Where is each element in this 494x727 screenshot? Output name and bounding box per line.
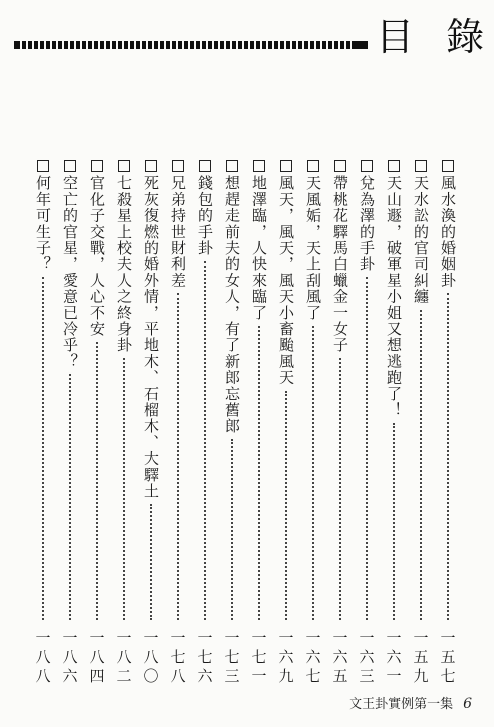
toc-entry-title: 天山遯，破軍星小姐又想逃跑了！ — [385, 175, 403, 418]
checkbox-icon — [64, 160, 76, 172]
toc-entry-column — [409, 160, 433, 625]
checkbox-icon — [334, 160, 346, 172]
toc-entry[interactable] — [31, 160, 55, 700]
toc-entry-title: 空亡的官星，愛意已冷乎？ — [61, 175, 79, 370]
toc-entry[interactable] — [193, 160, 217, 700]
dot-leader — [150, 504, 152, 620]
toc-entry-title: 帶桃花驛馬白蠟金一女子 — [331, 175, 349, 354]
footer-page-number: 6 — [463, 696, 472, 712]
toc-entry[interactable] — [328, 160, 352, 700]
toc-entry-page: 一八二 — [114, 630, 133, 687]
toc-entry-title: 風天，風天，風天小畜颱風天 — [277, 175, 295, 386]
toc-entry-page: 一七八 — [168, 630, 187, 687]
header-rule — [14, 40, 368, 50]
toc-entry-title: 七殺星上校夫人之終身卦 — [115, 175, 133, 354]
toc-entry-column — [58, 160, 82, 625]
toc-entry-column — [301, 160, 325, 625]
checkbox-icon — [388, 160, 400, 172]
toc-entry[interactable] — [301, 160, 325, 700]
toc-entry-page: 一五九 — [411, 630, 430, 687]
dot-leader — [285, 391, 287, 620]
toc-entry-title: 兄弟持世財利差 — [169, 175, 187, 289]
dot-leader — [447, 293, 449, 620]
toc-entry-column — [355, 160, 379, 625]
dot-leader — [42, 277, 44, 620]
toc-entry-column — [220, 160, 244, 625]
checkbox-icon — [226, 160, 238, 172]
dot-leader — [96, 342, 98, 620]
toc-entry-column — [193, 160, 217, 625]
toc-entry-page: 一六九 — [276, 630, 295, 687]
toc-entry-title: 天水訟的官司糾纏 — [412, 175, 430, 305]
checkbox-icon — [91, 160, 103, 172]
toc-entry[interactable] — [58, 160, 82, 700]
checkbox-icon — [415, 160, 427, 172]
toc-entry-column — [436, 160, 460, 625]
toc-entry-page: 一六三 — [357, 630, 376, 687]
toc-entry-page: 一六五 — [330, 630, 349, 687]
dot-leader — [258, 326, 260, 620]
toc-entry[interactable] — [436, 160, 460, 700]
toc-entry[interactable] — [355, 160, 379, 700]
toc-entry[interactable] — [274, 160, 298, 700]
checkbox-icon — [118, 160, 130, 172]
checkbox-icon — [307, 160, 319, 172]
toc-entry-column — [112, 160, 136, 625]
toc-entry-title: 死灰復燃的婚外情，平地木、石榴木、大驛土 — [142, 175, 160, 499]
dot-leader — [204, 261, 206, 620]
toc-entry-page: 一六一 — [384, 630, 403, 687]
checkbox-icon — [361, 160, 373, 172]
toc-entry-column — [31, 160, 55, 625]
toc-entry-page: 一六七 — [303, 630, 322, 687]
checkbox-icon — [172, 160, 184, 172]
checkbox-icon — [442, 160, 454, 172]
toc-entry[interactable] — [382, 160, 406, 700]
toc-entry[interactable] — [166, 160, 190, 700]
toc-entry[interactable] — [247, 160, 271, 700]
toc-entry-title: 天風姤，天上刮風了 — [304, 175, 322, 321]
toc-entry-page: 一八〇 — [141, 630, 160, 687]
toc-entry-title: 錢包的手卦 — [196, 175, 214, 256]
checkbox-icon — [280, 160, 292, 172]
toc-entry-page: 一八六 — [60, 630, 79, 687]
page-footer — [349, 693, 472, 713]
toc-entry-column — [139, 160, 163, 625]
toc-entry-page: 一七一 — [249, 630, 268, 687]
toc-entry-title: 地澤臨，人快來臨了 — [250, 175, 268, 321]
toc-entry-column — [247, 160, 271, 625]
toc-entry[interactable] — [409, 160, 433, 700]
toc-entry[interactable] — [220, 160, 244, 700]
toc-entry[interactable] — [139, 160, 163, 700]
toc-entry[interactable] — [85, 160, 109, 700]
toc-entry-page: 一七六 — [195, 630, 214, 687]
checkbox-icon — [145, 160, 157, 172]
dot-leader — [339, 358, 341, 620]
checkbox-icon — [199, 160, 211, 172]
table-of-contents — [0, 160, 494, 700]
toc-entry-column — [328, 160, 352, 625]
toc-entry-page: 一七三 — [222, 630, 241, 687]
toc-entry-title: 兌為澤的手卦 — [358, 175, 376, 273]
toc-entry-page: 一八八 — [33, 630, 52, 687]
toc-entry-page: 一五七 — [438, 630, 457, 687]
page-title: 目 錄 — [376, 15, 494, 59]
dot-leader — [231, 439, 233, 620]
dot-leader — [420, 310, 422, 620]
toc-entry-column — [274, 160, 298, 625]
dot-leader — [177, 293, 179, 620]
dot-leader — [312, 326, 314, 620]
dot-leader — [123, 358, 125, 620]
checkbox-icon — [37, 160, 49, 172]
footer-book-title: 文王卦實例第一集 — [349, 697, 454, 712]
toc-entry-title: 官化子交戰，人心不安 — [88, 175, 106, 337]
toc-entry[interactable] — [112, 160, 136, 700]
toc-entry-title: 想趕走前夫的女人，有了新郎忘舊郎 — [223, 175, 241, 435]
dot-leader — [393, 423, 395, 620]
toc-entry-page: 一八四 — [87, 630, 106, 687]
toc-entry-column — [382, 160, 406, 625]
checkbox-icon — [253, 160, 265, 172]
toc-entry-column — [166, 160, 190, 625]
dot-leader — [69, 374, 71, 620]
toc-entry-column — [85, 160, 109, 625]
toc-entry-title: 何年可生子？ — [34, 175, 52, 273]
toc-entry-title: 風水渙的婚姻卦 — [439, 175, 457, 289]
dot-leader — [366, 277, 368, 620]
